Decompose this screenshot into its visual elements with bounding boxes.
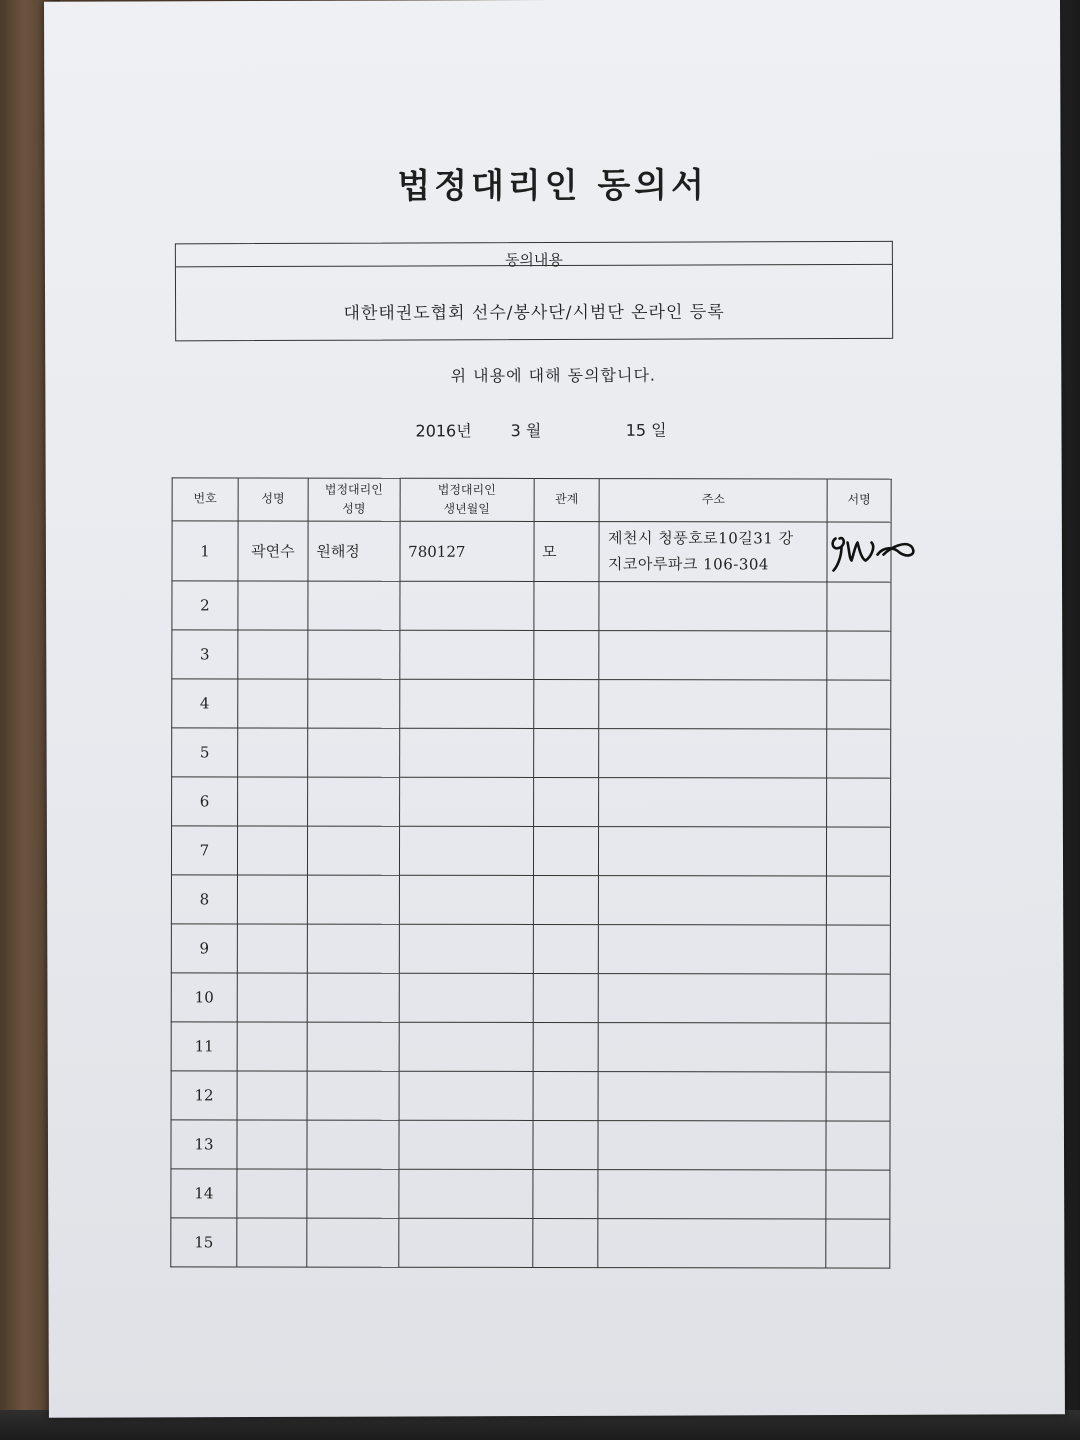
cell bbox=[237, 973, 307, 1022]
paper-sheet bbox=[44, 0, 1065, 1418]
cell bbox=[599, 729, 827, 778]
cell bbox=[307, 875, 399, 924]
cell bbox=[599, 680, 827, 729]
cell bbox=[398, 1218, 532, 1267]
cell bbox=[238, 679, 308, 728]
cell bbox=[599, 974, 827, 1023]
table-row bbox=[171, 1218, 890, 1268]
cell bbox=[599, 876, 827, 925]
cell bbox=[826, 1072, 890, 1121]
cell bbox=[237, 1022, 307, 1071]
header-name: 성명 bbox=[238, 478, 308, 521]
handwritten-signature bbox=[828, 524, 918, 574]
cell bbox=[598, 1170, 826, 1219]
cell bbox=[399, 973, 533, 1022]
row-number: 1 bbox=[172, 521, 238, 581]
date-year: 2016년 bbox=[415, 421, 472, 441]
cell bbox=[599, 925, 827, 974]
cell bbox=[307, 1218, 399, 1267]
header-guardian-name-line2: 성명 bbox=[342, 501, 366, 516]
cell bbox=[533, 875, 599, 924]
row-number: 5 bbox=[172, 728, 238, 777]
cell bbox=[533, 1071, 599, 1120]
table-row bbox=[172, 630, 891, 680]
row-number: 10 bbox=[171, 973, 237, 1022]
table-row bbox=[171, 973, 890, 1023]
row-number: 11 bbox=[171, 1022, 237, 1071]
row-number: 14 bbox=[171, 1169, 237, 1218]
cell bbox=[237, 1169, 307, 1218]
table-row bbox=[171, 826, 890, 876]
cell bbox=[826, 876, 890, 925]
agreement-statement: 위 내용에 대해 동의합니다. bbox=[450, 365, 657, 386]
cell bbox=[307, 1071, 399, 1120]
row-number: 8 bbox=[171, 875, 237, 924]
cell bbox=[533, 777, 599, 826]
row-number: 2 bbox=[172, 581, 238, 630]
row-number: 12 bbox=[171, 1071, 237, 1120]
table-row bbox=[172, 581, 891, 631]
cell bbox=[532, 1218, 598, 1267]
cell bbox=[533, 581, 599, 630]
row-number: 4 bbox=[172, 679, 238, 728]
cell bbox=[827, 680, 891, 729]
cell bbox=[533, 630, 599, 679]
cell bbox=[827, 778, 891, 827]
date-day: 15 일 bbox=[625, 420, 667, 440]
header-signature: 서명 bbox=[827, 479, 891, 522]
cell bbox=[827, 631, 891, 680]
cell bbox=[399, 875, 533, 924]
table-row bbox=[171, 875, 890, 925]
row-number: 9 bbox=[171, 924, 237, 973]
cell bbox=[399, 924, 533, 973]
guardian-name: 원해정 bbox=[308, 521, 400, 581]
guardian-dob: 780127 bbox=[400, 521, 534, 581]
cell bbox=[533, 679, 599, 728]
document-title: 법정대리인 동의서 bbox=[397, 165, 709, 207]
row-number: 15 bbox=[171, 1218, 237, 1267]
consent-header: 동의내용 bbox=[504, 250, 563, 270]
cell bbox=[532, 1120, 598, 1169]
cell bbox=[238, 728, 308, 777]
table-row bbox=[172, 728, 891, 778]
relation: 모 bbox=[533, 521, 599, 581]
cell bbox=[826, 925, 890, 974]
row-number: 13 bbox=[171, 1120, 237, 1169]
cell bbox=[599, 1023, 827, 1072]
cell bbox=[308, 581, 400, 630]
cell bbox=[399, 826, 533, 875]
cell bbox=[399, 630, 533, 679]
address bbox=[599, 522, 827, 582]
cell bbox=[826, 1219, 890, 1268]
applicant-name: 곽연수 bbox=[238, 521, 308, 581]
cell bbox=[599, 582, 827, 631]
cell bbox=[307, 777, 399, 826]
cell bbox=[237, 777, 307, 826]
header-relation: 관계 bbox=[534, 478, 600, 521]
table-row bbox=[172, 679, 891, 729]
cell bbox=[400, 581, 534, 630]
cell bbox=[237, 1071, 307, 1120]
address-line1: 제천시 청풍호로10길31 강 bbox=[607, 529, 794, 548]
cell bbox=[399, 1022, 533, 1071]
table-row bbox=[171, 1071, 890, 1121]
table-row bbox=[171, 1120, 890, 1170]
cell bbox=[399, 679, 533, 728]
cell bbox=[598, 1072, 826, 1121]
cell bbox=[237, 826, 307, 875]
cell bbox=[308, 679, 400, 728]
date-month: 3 월 bbox=[510, 421, 542, 441]
cell bbox=[533, 1022, 599, 1071]
cell bbox=[399, 1169, 533, 1218]
cell bbox=[238, 581, 308, 630]
table-row bbox=[172, 777, 891, 827]
header-guardian-dob bbox=[400, 478, 534, 521]
cell bbox=[533, 973, 599, 1022]
cell bbox=[308, 630, 400, 679]
cell bbox=[599, 778, 827, 827]
cell bbox=[599, 827, 827, 876]
address-line2: 지코아루파크 106-304 bbox=[607, 554, 769, 573]
cell bbox=[826, 1023, 890, 1072]
table-row bbox=[171, 1022, 890, 1072]
signature-cell bbox=[827, 522, 891, 582]
cell bbox=[399, 1120, 533, 1169]
cell bbox=[307, 924, 399, 973]
cell bbox=[533, 826, 599, 875]
cell bbox=[307, 826, 399, 875]
header-guardian-name-line1: 법정대리인 bbox=[324, 482, 383, 497]
cell bbox=[307, 973, 399, 1022]
cell bbox=[237, 875, 307, 924]
date-line bbox=[415, 418, 685, 442]
cell bbox=[599, 631, 827, 680]
row-number: 7 bbox=[171, 826, 237, 875]
cell bbox=[827, 582, 891, 631]
cell bbox=[533, 728, 599, 777]
cell bbox=[826, 974, 890, 1023]
header-no: 번호 bbox=[172, 478, 238, 521]
cell bbox=[238, 630, 308, 679]
table-row bbox=[172, 521, 891, 582]
cell bbox=[533, 924, 599, 973]
header-guardian-name bbox=[308, 478, 400, 521]
cell bbox=[399, 728, 533, 777]
cell bbox=[307, 1169, 399, 1218]
row-number: 6 bbox=[172, 777, 238, 826]
cell bbox=[399, 1071, 533, 1120]
consent-box bbox=[175, 241, 893, 342]
guardian-consent-table bbox=[170, 477, 891, 1268]
cell bbox=[532, 1169, 598, 1218]
cell bbox=[827, 729, 891, 778]
cell bbox=[237, 1120, 307, 1169]
cell bbox=[237, 924, 307, 973]
cell bbox=[598, 1121, 826, 1170]
table-row bbox=[171, 924, 890, 974]
cell bbox=[307, 1022, 399, 1071]
cell bbox=[826, 1170, 890, 1219]
consent-body: 대한태권도협회 선수/봉사단/시범단 온라인 등록 bbox=[343, 301, 725, 324]
cell bbox=[826, 1121, 890, 1170]
table-header-row bbox=[172, 478, 891, 522]
row-number: 3 bbox=[172, 630, 238, 679]
table-row bbox=[171, 1169, 890, 1219]
header-address: 주소 bbox=[600, 479, 828, 522]
cell bbox=[399, 777, 533, 826]
cell bbox=[307, 728, 399, 777]
cell bbox=[307, 1120, 399, 1169]
cell bbox=[237, 1218, 307, 1267]
header-guardian-dob-line2: 생년월일 bbox=[443, 501, 490, 516]
cell bbox=[598, 1219, 826, 1268]
cell bbox=[827, 827, 891, 876]
header-guardian-dob-line1: 법정대리인 bbox=[437, 482, 496, 497]
